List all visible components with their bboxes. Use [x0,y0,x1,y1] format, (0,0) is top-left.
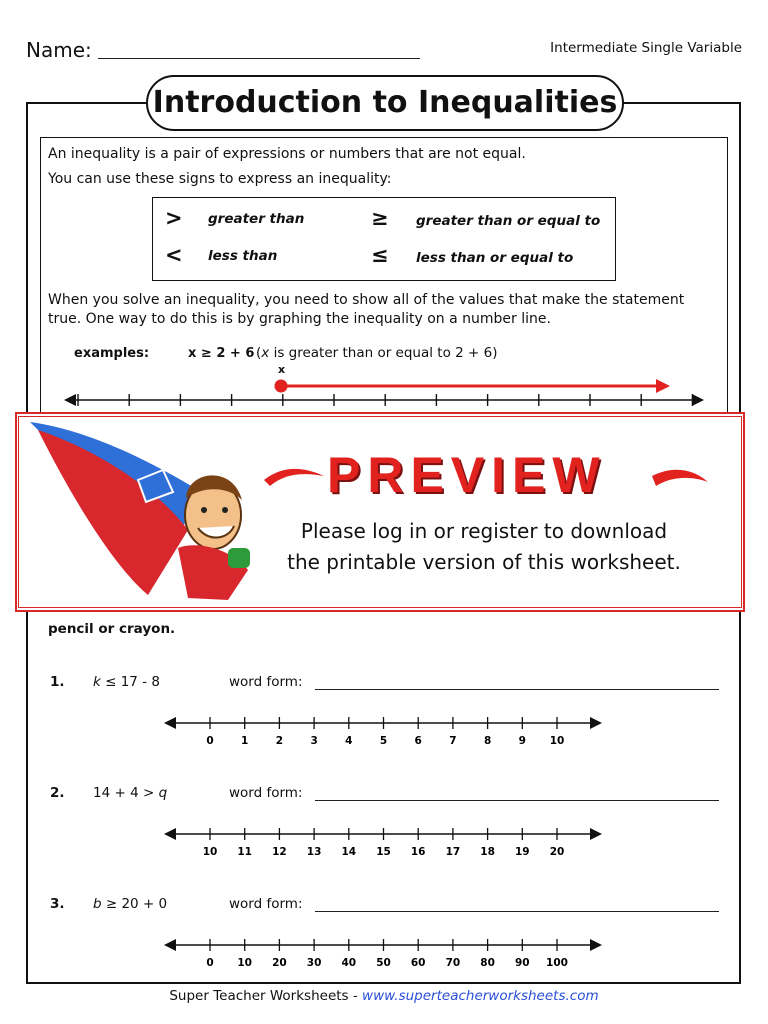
left-arrow [164,717,176,729]
problem-2-number-line[interactable] [162,823,607,863]
sign-meaning-lt: less than [208,248,278,264]
right-arrow [590,939,602,951]
tick-label: 20 [272,957,287,969]
sign-meaning-gt: greater than [208,211,305,227]
tick-label: 8 [483,735,492,747]
sign-symbol-le: ≤ [371,243,389,267]
problem-1-number: 1. [50,674,65,690]
example-description [256,345,498,361]
problem-2-word-form-label: word form: [229,785,303,801]
preview-message-line-1: Please log in or register to download [300,519,668,543]
intro-line-2: You can use these signs to express an inequality: [48,171,392,187]
tick-label: 50 [376,957,391,969]
problem-1-answer-line[interactable] [315,689,719,690]
problem-1-expression-text: ≤ 17 - 8 [100,674,160,690]
tick-label: 5 [379,735,388,747]
superhero-mascot-illustration [28,420,268,605]
subject-label: Intermediate Single Variable [550,40,742,56]
problem-3-expression-text: ≥ 20 + 0 [101,896,168,912]
tick-label: 0 [206,957,214,969]
tick-label: 4 [345,735,353,747]
tick-label: 30 [306,957,322,969]
tick-label: 15 [376,846,391,858]
tick-label: 100 [546,957,568,969]
problem-3-number: 3. [50,896,65,912]
sign-meaning-le: less than or equal to [416,250,574,266]
tick-label: 20 [549,846,565,858]
tick-label: 6 [414,735,422,747]
example-desc-rest: is greater than or equal to 2 + 6) [269,345,498,361]
problem-1-word-form-label: word form: [229,674,303,690]
tick-label: 70 [445,957,461,969]
intro-line-1: An inequality is a pair of expressions or numbers that are not equal. [48,146,526,162]
example-desc-variable: x [261,345,270,361]
directions-text: pencil or crayon. [48,621,176,637]
tick-label: 12 [272,846,287,858]
sign-symbol-ge: ≥ [371,206,389,230]
left-arrow [164,939,176,951]
tick-label: 10 [549,735,565,747]
example-point-label: x [278,363,286,376]
name-line [98,58,420,59]
tick-label: 14 [341,846,357,858]
example-left-arrow [64,394,76,406]
mascot-eye-right [222,507,228,513]
name-label: Name: [26,38,92,62]
mascot-eye-left [201,507,207,513]
example-desc-open: ( [256,345,262,361]
solve-line-1: When you solve an inequality, you need to show all of the values that make the statement [48,292,685,308]
right-arrow [590,828,602,840]
problem-3-word-form-label: word form: [229,896,303,912]
tick-label: 18 [480,846,495,858]
tick-label: 3 [310,735,318,747]
examples-label: examples: [74,346,150,361]
tick-label: 40 [341,957,357,969]
preview-right-swoosh [650,458,710,498]
problem-2-expression [93,785,167,801]
page-title: Introduction to Inequalities [146,75,624,131]
right-arrow [590,717,602,729]
preview-left-swoosh [262,458,332,498]
footer-text: Super Teacher Worksheets - [169,988,363,1004]
sign-symbol-lt: < [165,243,183,267]
tick-label: 10 [202,846,218,858]
problem-2-variable: q [158,785,168,801]
preview-heading: PREVIEW [327,447,607,503]
example-solution-arrowhead [656,379,670,393]
mascot-glove [228,548,250,568]
problem-2-expression-text: 14 + 4 > [93,785,159,801]
preview-message-line-2: the printable version of this worksheet. [287,550,681,574]
sign-symbol-gt: > [165,206,183,230]
problem-3-number-line[interactable] [162,934,607,974]
problem-2-number: 2. [50,785,65,801]
problem-1-variable: k [93,674,101,690]
left-arrow [164,828,176,840]
tick-label: 80 [480,957,495,969]
tick-label: 0 [206,735,214,747]
problem-2-answer-line[interactable] [315,800,719,801]
tick-label: 1 [241,735,249,747]
example-expression: x ≥ 2 + 6 [188,346,255,361]
problem-3-expression [93,896,167,912]
tick-label: 19 [514,846,530,858]
problem-3-answer-line[interactable] [315,911,719,912]
footer [0,988,768,1004]
problem-1-expression [93,674,160,690]
sign-meaning-ge: greater than or equal to [416,213,601,229]
problem-1-number-line[interactable] [162,712,607,752]
solve-line-2: true. One way to do this is by graphing the inequality on a number line. [48,311,551,327]
tick-label: 16 [410,846,426,858]
tick-label: 11 [237,846,253,858]
tick-label: 9 [518,735,526,747]
tick-label: 2 [275,735,284,747]
example-right-arrow [692,394,704,406]
example-closed-point [275,380,288,393]
tick-label: 90 [514,957,530,969]
tick-label: 7 [449,735,457,747]
tick-label: 60 [410,957,426,969]
problem-3-variable: b [93,896,102,912]
footer-link[interactable]: www.superteacherworksheets.com [362,988,599,1004]
tick-label: 10 [237,957,253,969]
tick-label: 13 [306,846,322,858]
tick-label: 17 [445,846,461,858]
